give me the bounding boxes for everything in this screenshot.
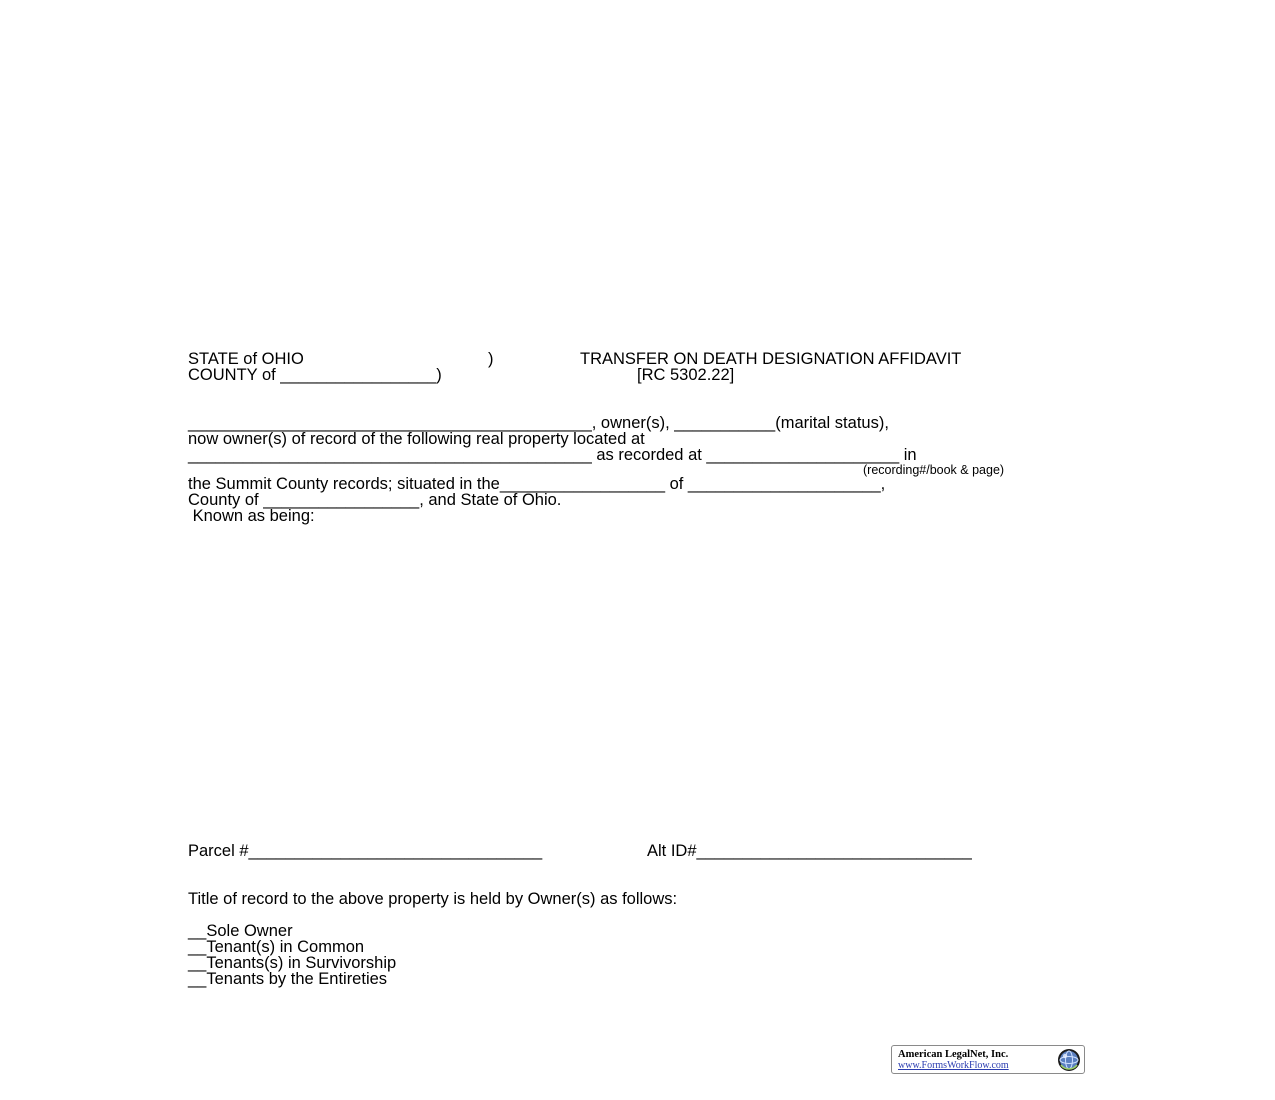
statute-reference: [RC 5302.22]: [637, 366, 735, 384]
globe-icon: [1057, 1048, 1081, 1072]
county-state-line: County of _________________, and State of Ohio.: [188, 491, 562, 509]
parcel-number-field: Parcel #________________________________: [188, 842, 543, 860]
option-survivorship: __Tenants(s) in Survivorship: [188, 954, 397, 972]
recording-hint: (recording#/book & page): [863, 463, 1005, 477]
situated-line: the Summit County records; situated in the__________________ of _____________________,: [188, 475, 886, 493]
alt-id-field: Alt ID#______________________________: [647, 842, 972, 860]
county-label: COUNTY of _________________): [188, 366, 442, 384]
owner-line: ____________________________________________, owner(s), ___________(marital status),: [188, 414, 889, 432]
american-legalnet-logo[interactable]: [891, 1045, 1085, 1074]
logo-company-name: American LegalNet, Inc.: [898, 1049, 1009, 1060]
known-as-being: Known as being:: [188, 507, 315, 525]
recorded-at-line: ____________________________________________ as recorded at _____________________ in: [188, 446, 917, 464]
logo-url-link[interactable]: www.FormsWorkFlow.com: [898, 1060, 1009, 1071]
state-paren: ): [488, 350, 494, 368]
title-intro: Title of record to the above property is held by Owner(s) as follows:: [188, 890, 678, 908]
document-title: TRANSFER ON DEATH DESIGNATION AFFIDAVIT: [580, 350, 962, 368]
option-sole-owner: __Sole Owner: [188, 922, 293, 940]
option-tenants-in-common: __Tenant(s) in Common: [188, 938, 365, 956]
property-location-line: now owner(s) of record of the following real property located at: [188, 430, 645, 448]
state-label: STATE of OHIO: [188, 350, 304, 368]
option-entireties: __Tenants by the Entireties: [188, 970, 388, 988]
